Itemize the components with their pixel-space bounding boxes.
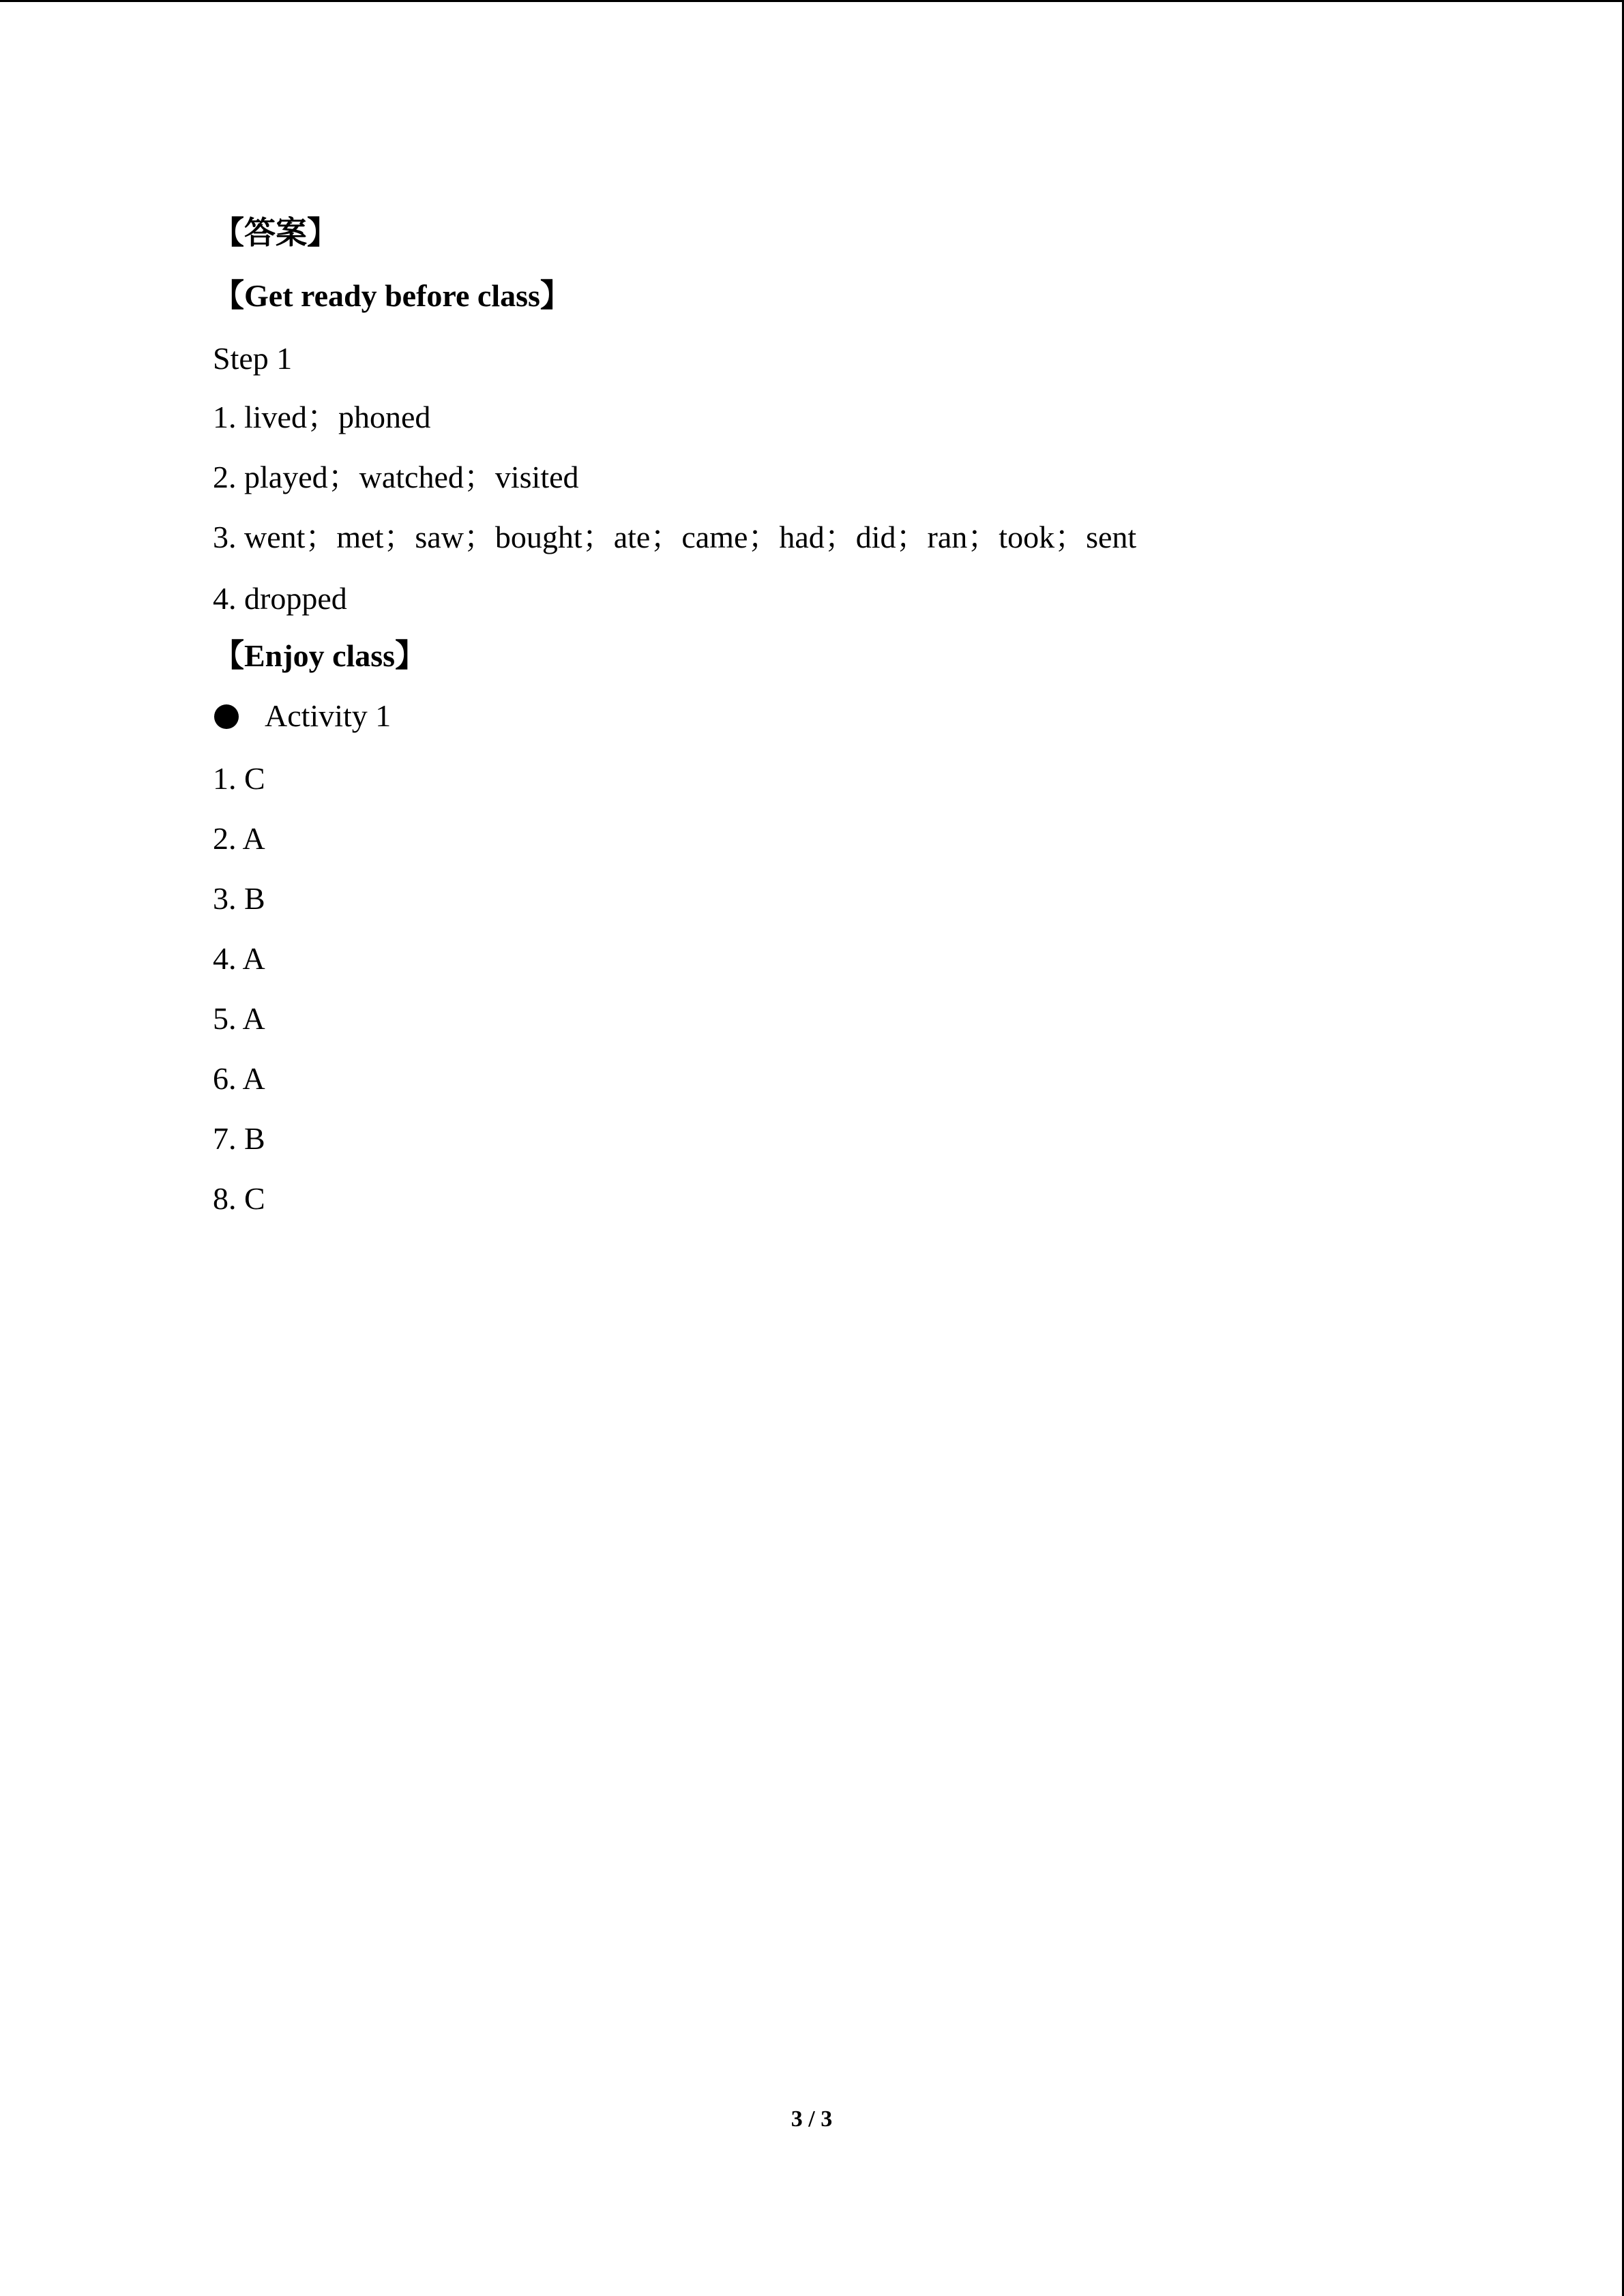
- activity-heading: [213, 696, 391, 736]
- step-item: 2. played；watched；visited: [213, 460, 579, 494]
- step-item: 3. went；met；saw；bought；ate；came；had；did；ran；took；sent: [213, 520, 1137, 554]
- answer-item: 3. B: [213, 881, 265, 916]
- answer-heading: 【答案】: [213, 215, 338, 250]
- answer-item: 5. A: [213, 1001, 265, 1036]
- step-item: 1. lived；phoned: [213, 400, 431, 434]
- bullet-icon: [214, 704, 239, 729]
- section-heading-enjoy: 【Enjoy class】: [213, 638, 427, 673]
- step-label: Step 1: [213, 341, 293, 376]
- answer-item: 8. C: [213, 1181, 265, 1216]
- step-item: 4. dropped: [213, 581, 347, 616]
- page-number: 3 / 3: [791, 2106, 833, 2132]
- activity-label: Activity 1: [265, 698, 392, 733]
- answer-item: 1. C: [213, 761, 265, 796]
- section-heading-get-ready: 【Get ready before class】: [213, 278, 572, 313]
- answer-item: 2. A: [213, 821, 265, 856]
- answer-item: 6. A: [213, 1061, 265, 1096]
- answer-item: 7. B: [213, 1121, 265, 1156]
- page-border-top: [0, 0, 1624, 2]
- answer-item: 4. A: [213, 941, 265, 976]
